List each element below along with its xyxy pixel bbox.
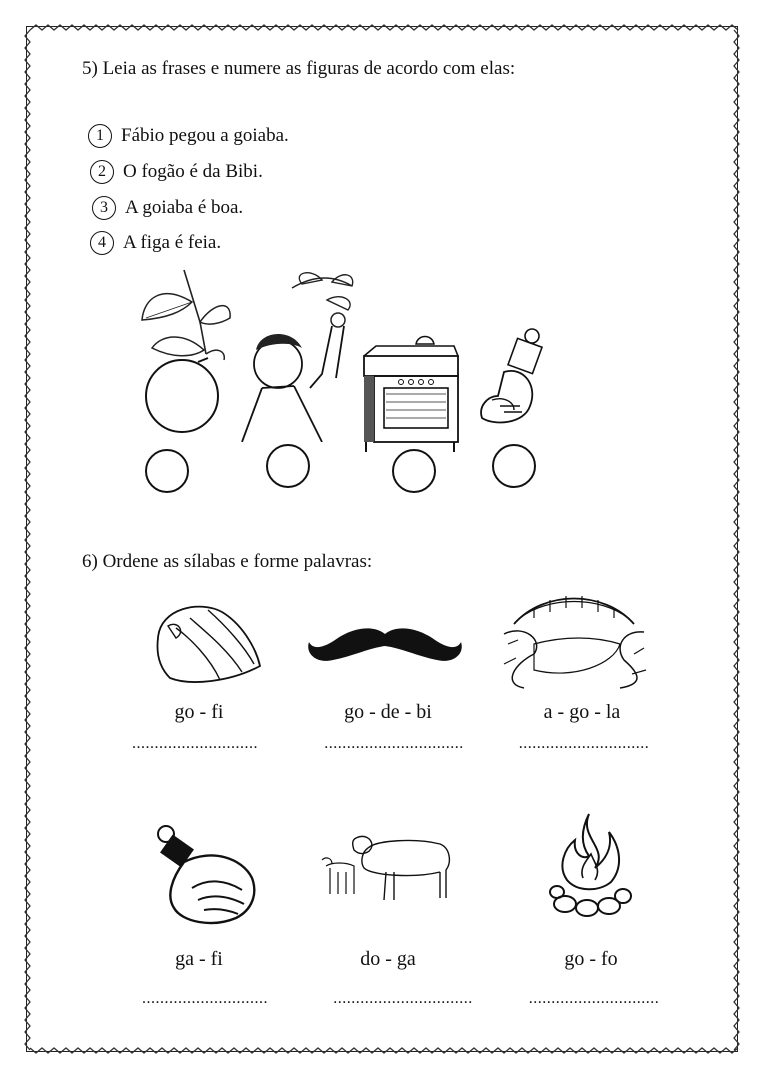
syllables-2: go - de - bi <box>344 701 432 723</box>
answer-circle-2[interactable] <box>266 444 310 488</box>
stove-icon <box>356 334 462 454</box>
syllables-3: a - go - la <box>543 701 621 723</box>
figa-amulet-icon <box>474 326 554 432</box>
sentence-3 <box>92 196 243 220</box>
number-2-circle: 2 <box>90 160 114 184</box>
number-1-circle: 1 <box>88 124 112 148</box>
syllables-6: go - fo <box>564 948 618 970</box>
answer-circle-1[interactable] <box>145 449 189 493</box>
sentence-2-text: O fogão é da Bibi. <box>123 161 263 182</box>
answer-line-2[interactable]: ............................... <box>324 735 464 752</box>
sentence-4 <box>90 231 221 255</box>
bridge-icon <box>494 584 654 696</box>
answer-circle-4[interactable] <box>492 444 536 488</box>
mustache-icon <box>303 620 469 670</box>
answer-line-3[interactable]: ............................. <box>518 735 650 752</box>
figa-hand-icon <box>152 818 262 930</box>
number-3-circle: 3 <box>92 196 116 220</box>
answer-circle-3[interactable] <box>392 449 436 493</box>
sentence-1 <box>88 124 289 148</box>
answer-line-5[interactable]: ............................... <box>333 990 473 1007</box>
guava-slice-icon <box>150 598 266 690</box>
sentence-3-text: A goiaba é boa. <box>125 197 244 218</box>
answer-line-6[interactable]: ............................. <box>528 990 660 1007</box>
campfire-icon <box>549 808 633 920</box>
syllables-4: ga - fi <box>175 948 223 970</box>
exercise-5-title: 5) Leia as frases e numere as figuras de acordo com elas: <box>82 58 516 79</box>
answer-line-4[interactable]: ............................ <box>142 990 268 1007</box>
cattle-icon <box>316 822 462 906</box>
sentence-4-text: A figa é feia. <box>123 232 222 253</box>
answer-line-1[interactable]: ............................ <box>132 735 258 752</box>
number-4-circle: 4 <box>90 231 114 255</box>
guava-icon <box>122 262 232 440</box>
boy-picking-fruit-icon <box>232 266 362 442</box>
syllables-5: do - ga <box>360 948 416 970</box>
sentence-1-text: Fábio pegou a goiaba. <box>121 125 289 146</box>
exercise-6-title: 6) Ordene as sílabas e forme palavras: <box>82 551 373 572</box>
sentence-2 <box>90 160 263 184</box>
syllables-1: go - fi <box>174 701 224 723</box>
